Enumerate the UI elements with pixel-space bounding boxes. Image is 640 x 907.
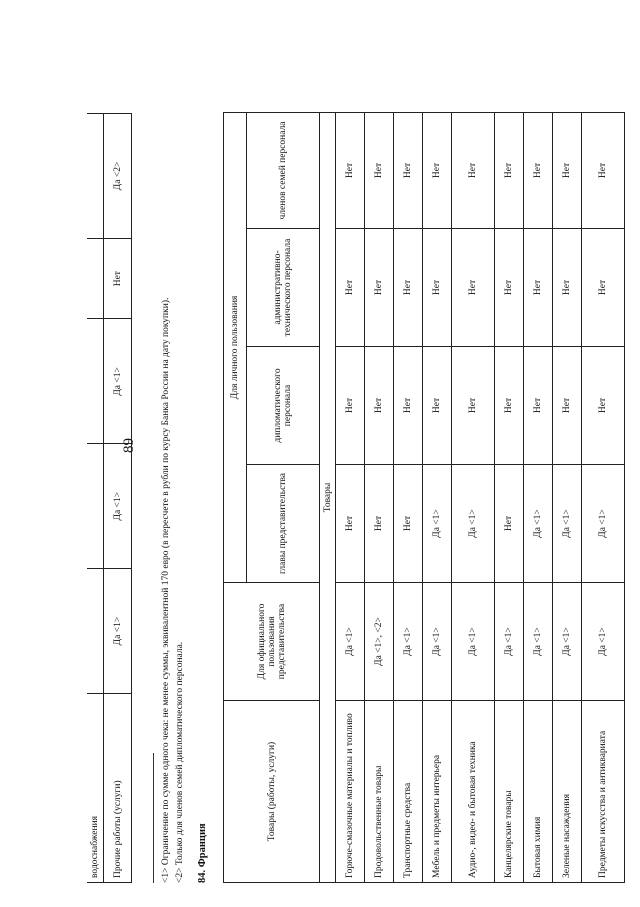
table-cell: Нет: [365, 229, 394, 347]
goods-name: Мебель и предметы интерьера: [423, 701, 452, 883]
table-cell: Нет: [336, 347, 365, 465]
table-cell: Да <1>: [553, 583, 582, 701]
table-cell: Нет: [553, 347, 582, 465]
col-official-header: Для официального пользования представительства: [224, 583, 320, 701]
table-row: [452, 112, 495, 882]
table-cell: Нет: [495, 229, 524, 347]
table-row: [394, 112, 423, 882]
table-cell: Да <1>: [452, 583, 495, 701]
table-cell: Нет: [394, 112, 423, 228]
goods-name: Предметы искусства и антиквариата: [582, 701, 625, 883]
table-cell: Нет: [336, 465, 365, 583]
table-cell: [87, 114, 104, 239]
goods-name: Продовольственные товары: [365, 701, 394, 883]
table-cell: Да <1>: [524, 465, 553, 583]
table-cell: Да <1>: [582, 465, 625, 583]
table-cell: [87, 319, 104, 444]
table-cell: Нет: [452, 347, 495, 465]
table-cell: Нет: [423, 347, 452, 465]
table-cell: Нет: [336, 229, 365, 347]
goods-name: Зеленые насаждения: [553, 701, 582, 883]
table-cell: Нет: [553, 112, 582, 228]
table-cell: Нет: [104, 238, 132, 319]
table-section-row: [320, 112, 336, 882]
previous-country-table-end: [87, 113, 132, 883]
table-cell: Нет: [394, 347, 423, 465]
table-cell: Нет: [495, 465, 524, 583]
table-row: [365, 112, 394, 882]
table-cell: Да <2>: [104, 114, 132, 239]
table-cell: Нет: [553, 229, 582, 347]
table-cell: Да <1>: [104, 444, 132, 569]
row-label: водоснабжения: [87, 694, 104, 883]
table-cell: [87, 444, 104, 569]
table-cell: Да <1>: [582, 583, 625, 701]
table-cell: Нет: [365, 112, 394, 228]
rotated-page: [85, 5, 625, 885]
footnote-2: <2> Только для членов семей дипломатического персонала.: [175, 641, 185, 883]
goods-name: Канцелярские товары: [495, 701, 524, 883]
subheader-family: членов семей персонала: [247, 112, 320, 228]
table-cell: Нет: [394, 465, 423, 583]
goods-name: Аудио-, видео- и бытовая техника: [452, 701, 495, 883]
table-cell: Да <1>: [423, 465, 452, 583]
table-cell: Да <1>: [423, 583, 452, 701]
table-cell: Нет: [495, 112, 524, 228]
subheader-admin: административно-технического персонала: [247, 229, 320, 347]
table-cell: Нет: [582, 112, 625, 228]
footnote-1: <1> Ограничение по сумме одного чека: не менее суммы, эквивалентной 170 евро (в пересчете в рубли по курсу Банка России на дату покупки).: [161, 297, 171, 883]
table-cell: Нет: [452, 112, 495, 228]
table-cell: Нет: [495, 347, 524, 465]
goods-name: Транспортные средства: [394, 701, 423, 883]
table-cell: Да <1>: [452, 465, 495, 583]
table-header-row: [224, 112, 247, 882]
page-number: 89: [121, 438, 137, 453]
table-row: [423, 112, 452, 882]
goods-name: Горюче-смазочные материалы и топливо: [336, 701, 365, 883]
subheader-head: главы представительства: [247, 465, 320, 583]
table-cell: [87, 238, 104, 319]
table-cell: Да <1>: [394, 583, 423, 701]
goods-name: Бытовая химия: [524, 701, 553, 883]
table-cell: Да <1>: [104, 569, 132, 694]
section-label: Товары: [320, 112, 336, 882]
table-cell: Нет: [524, 229, 553, 347]
table-cell: Нет: [336, 112, 365, 228]
table-cell: Нет: [524, 112, 553, 228]
col-goods-header: Товары (работы, услуги): [224, 701, 320, 883]
table-cell: Нет: [582, 229, 625, 347]
table-cell: Нет: [423, 112, 452, 228]
table-cell: Да <1>: [336, 583, 365, 701]
table-cell: Нет: [452, 229, 495, 347]
table-row: [87, 114, 104, 883]
footnotes: [147, 298, 187, 883]
table-cell: Да <1>: [553, 465, 582, 583]
table-row: [582, 112, 625, 882]
table-cell: Да <1>: [524, 583, 553, 701]
table-row: [524, 112, 553, 882]
table-cell: Нет: [423, 229, 452, 347]
section-heading: 84. Франция: [197, 823, 208, 883]
subheader-diplomatic: дипломатического персонала: [247, 347, 320, 465]
table-cell: Да <1>: [104, 319, 132, 444]
table-cell: Нет: [524, 347, 553, 465]
row-label: Прочие работы (услуги): [104, 694, 132, 883]
table-cell: Нет: [365, 465, 394, 583]
table-cell: [87, 569, 104, 694]
table-cell: Нет: [365, 347, 394, 465]
table-row: [336, 112, 365, 882]
footnote-divider: [153, 753, 154, 883]
table-cell: Нет: [582, 347, 625, 465]
table-row: [553, 112, 582, 882]
col-personal-header: Для личного пользования: [224, 112, 247, 582]
france-goods-table: [223, 112, 625, 883]
table-cell: Да <1>, <2>: [365, 583, 394, 701]
table-row: [495, 112, 524, 882]
table-cell: Да <1>: [495, 583, 524, 701]
table-row: [104, 114, 132, 883]
table-cell: Нет: [394, 229, 423, 347]
